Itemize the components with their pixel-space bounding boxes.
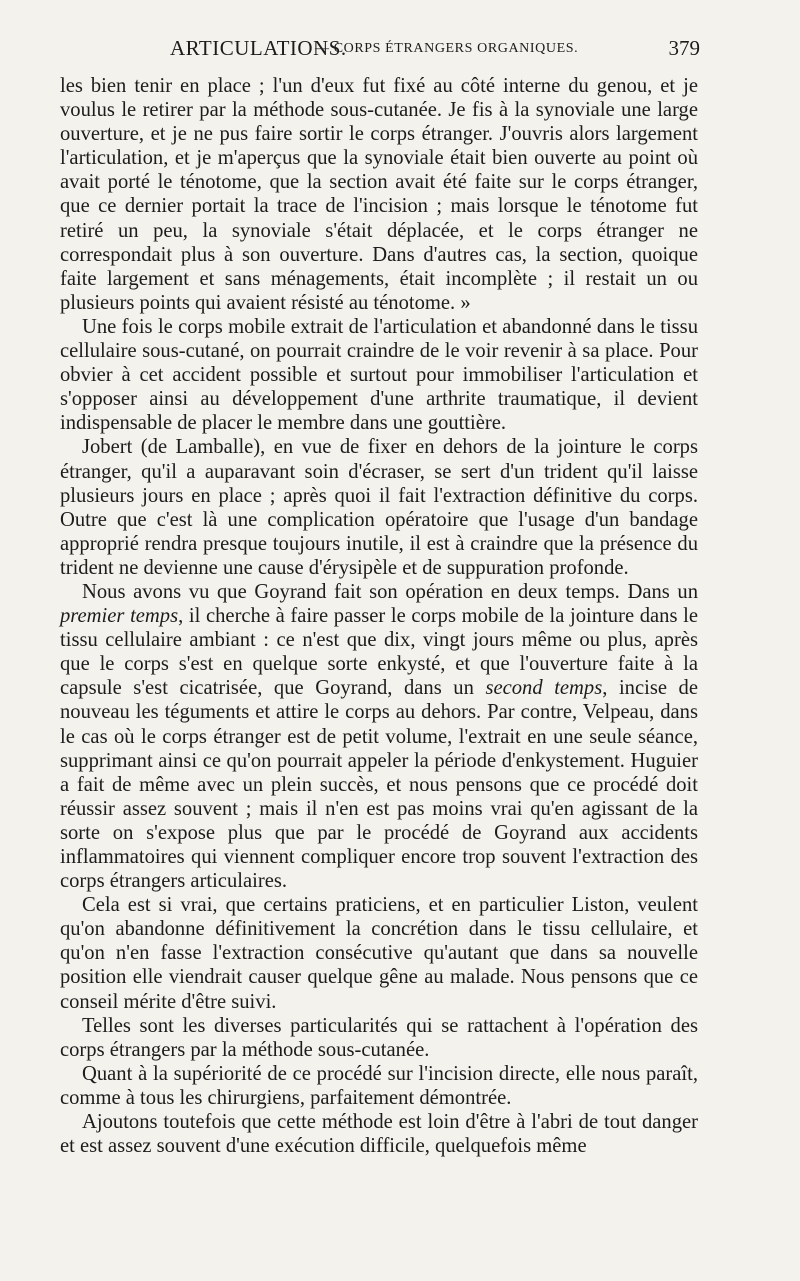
paragraph <box>60 1110 698 1158</box>
italic-text: second temps <box>485 677 603 700</box>
paragraph <box>60 893 698 1013</box>
paragraph <box>60 1014 698 1062</box>
running-head <box>170 36 700 64</box>
paragraph-text: , il cherche à faire passer le corps mobile de la jointure dans le tissu cellulaire ambiant : ce n'est que dix, vingt jours même ou plus, après que le corps s'est en quelque sorte enkysté, et que l'ouverture faite à la capsule s'est cicatrisée, que Goyrand, dans un <box>60 605 698 700</box>
running-head-title: ARTICULATIONS. <box>170 36 347 60</box>
paragraph-text: Quant à la supériorité de ce procédé sur l'incision directe, elle nous paraît, comme à tous les chirurgiens, parfaitement démontrée. <box>60 1062 698 1109</box>
paragraph <box>60 580 698 893</box>
paragraph-text: Nous avons vu que Goyrand fait son opération en deux temps. Dans un <box>82 580 698 603</box>
italic-text: premier temps <box>60 605 179 628</box>
paragraph <box>60 315 698 435</box>
paragraph-text: Ajoutons toutefois que cette méthode est loin d'être à l'abri de tout danger et est assez souvent d'une exécution difficile, quelquefois même <box>60 1111 698 1158</box>
paragraph-text: Jobert (de Lamballe), en vue de fixer en dehors de la jointure le corps étranger, qu'il a auparavant soin d'écraser, se sert d'un trident qu'il laisse plusieurs jours en place ; après quoi il fait l'extraction définitive du corps. Outre que c'est là une complication opératoire que l'usage d'un bandage approprié rendra presque toujours inutile, il est à craindre que la présence du trident ne devienne une cause d'érysipèle et de suppuration profonde. <box>60 436 698 579</box>
paragraph-text: , incise de nouveau les téguments et attire le corps au dehors. Par contre, Velpeau, dans le cas où le corps étranger est de petit volume, l'extrait en une seule séance, supprimant ainsi ce qu'on pourrait appeler la période d'enkystement. Huguier a fait de même avec un plein succès, et nous pensons que ce procédé doit réussir assez souvent ; mais il n'en est pas moins vrai qu'en agissant de la sorte on s'expose plus que par le procédé de Goyrand aux accidents inflammatoires qui viennent compliquer encore trop souvent l'extraction des corps étrangers articulaires. <box>60 677 698 893</box>
paragraph-text: Cela est si vrai, que certains praticiens, et en particulier Liston, veulent qu'on abandonne définitivement la concrétion dans le tissu cellulaire, et qu'on n'en fasse l'extraction consécutive qu'autant que dans sa nouvelle position elle viendrait causer quelque gêne au malade. Nous pensons que ce conseil mérite d'être suivi. <box>60 894 698 1013</box>
paragraph <box>60 435 698 580</box>
paragraph <box>60 1062 698 1110</box>
paragraph <box>60 74 698 315</box>
body-text <box>60 74 698 1158</box>
paragraph-text: Telles sont les diverses particularités qui se rattachent à l'opération des corps étrangers par la méthode sous-cutanée. <box>60 1014 698 1061</box>
paragraph-text: Une fois le corps mobile extrait de l'articulation et abandonné dans le tissu cellulaire sous-cutané, on pourrait craindre de le voir revenir à sa place. Pour obvier à cet accident possible et surtout pour immobiliser l'articulation et s'opposer ainsi au développement d'une arthrite traumatique, il devient indispensable de placer le membre dans une gouttière. <box>60 315 698 435</box>
paragraph-text: les bien tenir en place ; l'un d'eux fut fixé au côté interne du genou, et je voulus le retirer par la méthode sous-cutanée. Je fis à la synoviale une large ouverture, et je ne pus faire sortir le corps étranger. J'ouvris alors largement l'articulation, et je m'aperçus que la synoviale était bien ouverte au point où avait porté le ténotome, que la section avait été faite sur le corps étranger, que ce dernier portait la trace de l'incision ; mais lorsque le ténotome fut retiré un peu, la synoviale s'était déplacée, et le corps étranger ne correspondait plus à son ouverture. Dans d'autres cas, la section, quoique faite largement et sans ménagements, était incomplète ; il restait un ou plusieurs points qui avaient résisté au ténotome. » <box>60 75 698 314</box>
running-head-subtitle: — CORPS ÉTRANGERS ORGANIQUES. <box>315 41 579 56</box>
page-number: 379 <box>668 36 700 60</box>
